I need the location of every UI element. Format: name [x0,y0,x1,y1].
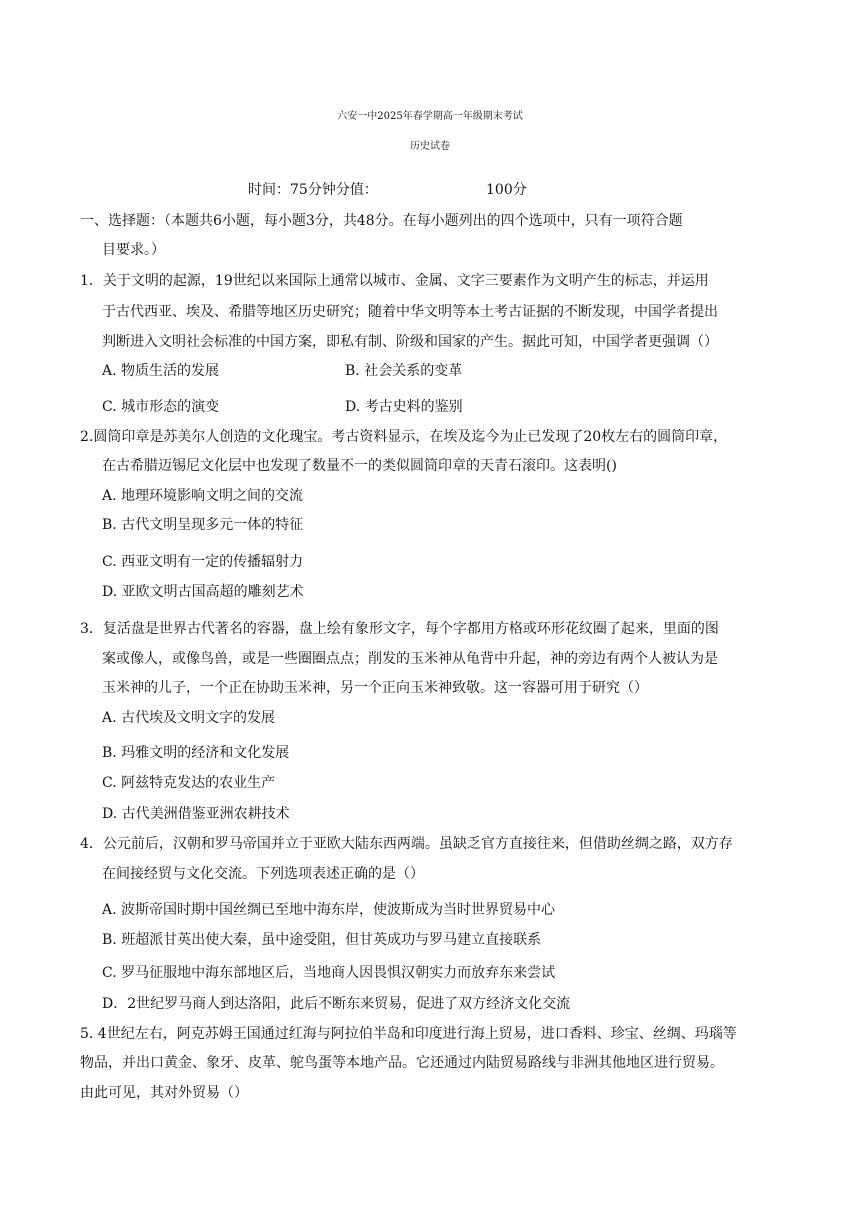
question-text-line: 2.圆筒印章是苏美尔人创造的文化瑰宝。考古资料显示，在埃及迄今为止已发现了20枚左右的圆筒印章， [80,429,728,445]
option-b: B. 班超派甘英出使大秦，虽中途受阻，但甘英成功与罗马建立直接联系 [102,932,542,948]
option-d: D．2世纪罗马商人到达洛阳，此后不断东来贸易，促进了双方经济文化交流 [102,996,571,1012]
option-c: C. 城市形态的演变 [102,399,220,415]
option-b: B. 社会关系的变革 [345,363,463,379]
score-value: 100分 [486,182,527,198]
section-heading: 一、选择题：（本题共6小题，每小题3分，共48分。在每小题列出的四个选项中，只有一项符合题 [80,213,683,229]
question-text-line: 于古代西亚、埃及、希腊等地区历史研究；随着中华文明等本土考古证据的不断发现，中国学者提出 [102,304,718,320]
time-label: 时间：75分钟分值： [248,182,378,198]
question-text-line: 3．复活盘是世界古代著名的容器，盘上绘有象形文字，每个字都用方格或环形花纹圈了起来，里面的图 [80,621,719,637]
question-text-line: 在古希腊迈锡尼文化层中也发现了数量不一的类似圆筒印章的天青石滚印。这表明() [102,458,617,474]
option-c: C. 西亚文明有一定的传播辐射力 [102,554,304,570]
question-text-line: 物品，并出口黄金、象牙、皮革、鸵鸟蛋等本地产品。它还通过内陆贸易路线与非洲其他地区进行贸易。 [80,1055,724,1071]
question-text-line: 判断进入文明社会标准的中国方案，即私有制、阶级和国家的产生。据此可知，中国学者更强调（） [102,334,718,350]
section-heading-cont: 目要求。） [102,242,165,258]
question-text-line: 4．公元前后，汉朝和罗马帝国并立于亚欧大陆东西两端。虽缺乏官方直接往来，但借助丝绸之路，双方存 [80,836,733,852]
question-text-line: 由此可见，其对外贸易（） [80,1085,248,1101]
question-text-line: 在间接经贸与文化交流。下列选项表述正确的是（） [102,866,424,882]
question-text-line: 5. 4世纪左右，阿克苏姆王国通过红海与阿拉伯半岛和印度进行海上贸易，进口香料、珍宝、丝绸、玛瑙等 [80,1026,737,1042]
option-b: B. 玛雅文明的经济和文化发展 [102,745,290,761]
option-a: A. 古代埃及文明文字的发展 [102,710,276,726]
option-c: C. 罗马征服地中海东部地区后，当地商人因畏惧汉朝实力而放弃东来尝试 [102,965,556,981]
option-a: A. 波斯帝国时期中国丝绸已至地中海东岸，使波斯成为当时世界贸易中心 [102,902,556,918]
question-text-line: 玉米神的儿子，一个正在协助玉米神，另一个正向玉米神致敬。这一容器可用于研究（） [102,680,648,696]
option-d: D. 考古史料的鉴别 [345,399,463,415]
option-d: D. 古代美洲借鉴亚洲农耕技术 [102,806,290,822]
question-text-line: 案或像人，或像鸟兽，或是一些圈圈点点；削发的玉米神从龟背中升起，神的旁边有两个人被认为是 [102,651,718,667]
exam-subtitle: 历史试卷 [410,141,450,152]
option-a: A. 地理环境影响文明之间的交流 [102,488,304,504]
option-c: C. 阿兹特克发达的农业生产 [102,775,276,791]
exam-title: 六安一中2025年春学期高一年级期末考试 [337,111,523,122]
option-d: D. 亚欧文明古国高超的雕刻艺术 [102,584,304,600]
option-a: A. 物质生活的发展 [102,363,220,379]
option-b: B. 古代文明呈现多元一体的特征 [102,517,304,533]
question-text-line: 1．关于文明的起源，19世纪以来国际上通常以城市、金属、文字三要素作为文明产生的标志，并运用 [80,273,709,289]
